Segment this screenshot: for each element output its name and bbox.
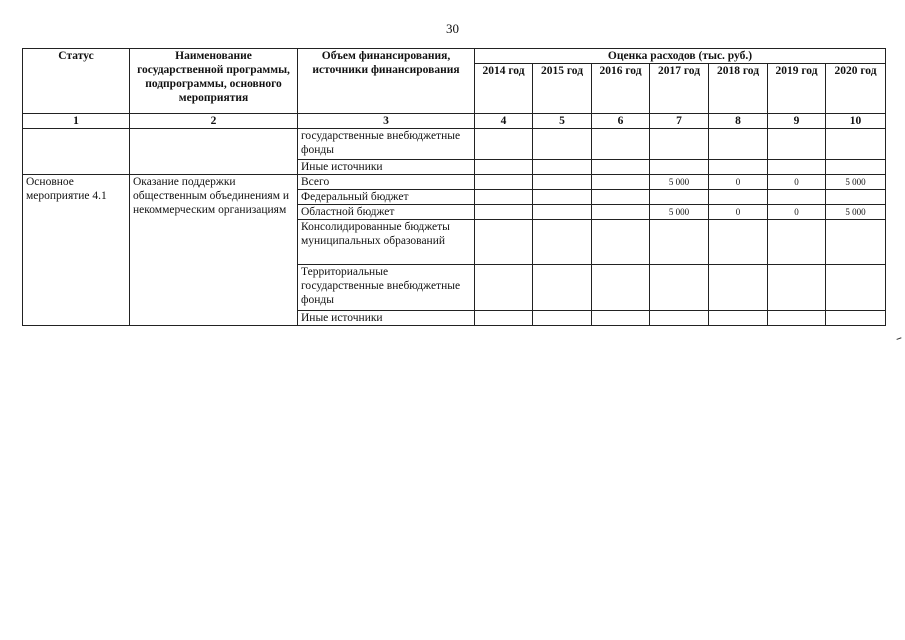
value-cell [475, 205, 533, 220]
column-number: 3 [298, 114, 475, 129]
source-cell: Областной бюджет [298, 205, 475, 220]
value-cell: 5 000 [826, 205, 886, 220]
table-body [23, 129, 886, 326]
value-cell [592, 190, 650, 205]
value-cell [768, 190, 826, 205]
value-cell [826, 265, 886, 311]
header-year: 2018 год [709, 64, 768, 114]
header-status: Статус [23, 49, 130, 114]
table-row [23, 129, 886, 160]
column-number-row [23, 114, 886, 129]
value-cell [709, 220, 768, 265]
financing-table [22, 48, 886, 326]
value-cell [709, 265, 768, 311]
column-number: 9 [768, 114, 826, 129]
source-cell: Федеральный бюджет [298, 190, 475, 205]
source-cell: Территориальные государственные внебюджетные фонды [298, 265, 475, 311]
value-cell [650, 311, 709, 326]
scan-mark [896, 337, 902, 342]
source-cell: Консолидированные бюджеты муниципальных образований [298, 220, 475, 265]
value-cell [826, 190, 886, 205]
value-cell [533, 205, 592, 220]
column-number: 1 [23, 114, 130, 129]
value-cell: 0 [768, 205, 826, 220]
value-cell [768, 220, 826, 265]
value-cell: 5 000 [650, 175, 709, 190]
table-row [23, 175, 886, 190]
header-year: 2020 год [826, 64, 886, 114]
value-cell [533, 190, 592, 205]
value-cell [475, 265, 533, 311]
column-number: 8 [709, 114, 768, 129]
table-header [23, 49, 886, 129]
header-year: 2016 год [592, 64, 650, 114]
header-year: 2019 год [768, 64, 826, 114]
source-cell: Всего [298, 175, 475, 190]
value-cell [592, 311, 650, 326]
header-year: 2017 год [650, 64, 709, 114]
column-number: 5 [533, 114, 592, 129]
column-number: 4 [475, 114, 533, 129]
status-cell-empty [23, 129, 130, 175]
header-program-name: Наименование государственной программы, подпрограммы, основного мероприятия [130, 49, 298, 114]
header-estimate: Оценка расходов (тыс. руб.) [475, 49, 886, 64]
value-cell [709, 190, 768, 205]
header-year: 2015 год [533, 64, 592, 114]
value-cell [592, 220, 650, 265]
value-cell [826, 220, 886, 265]
column-number: 6 [592, 114, 650, 129]
value-cell: 5 000 [826, 175, 886, 190]
header-financing: Объем финансирования, источники финансирования [298, 49, 475, 114]
value-cell [592, 175, 650, 190]
column-number: 7 [650, 114, 709, 129]
activity-name: Оказание поддержки общественным объединениям и некоммерческим организациям [130, 175, 298, 326]
value-cell [533, 175, 592, 190]
value-cell [650, 220, 709, 265]
page-number: 30 [446, 21, 459, 36]
value-cell: 0 [768, 175, 826, 190]
value-cell [533, 220, 592, 265]
value-cell: 0 [709, 175, 768, 190]
column-number: 10 [826, 114, 886, 129]
value-cell [533, 265, 592, 311]
value-cell [475, 220, 533, 265]
value-cell: 0 [709, 205, 768, 220]
name-cell-empty [130, 129, 298, 175]
value-cell [592, 205, 650, 220]
value-cell [768, 265, 826, 311]
value-cell [709, 311, 768, 326]
value-cell [533, 311, 592, 326]
value-cell [592, 265, 650, 311]
value-cell [475, 190, 533, 205]
source-cell: Иные источники [298, 160, 475, 175]
source-cell: государственные внебюджетные фонды [298, 129, 475, 160]
value-cell [475, 175, 533, 190]
source-cell: Иные источники [298, 311, 475, 326]
value-cell [826, 311, 886, 326]
value-cell: 5 000 [650, 205, 709, 220]
header-year: 2014 год [475, 64, 533, 114]
value-cell [475, 311, 533, 326]
value-cell [650, 265, 709, 311]
value-cell [650, 190, 709, 205]
value-cell [768, 311, 826, 326]
activity-status: Основное мероприятие 4.1 [23, 175, 130, 326]
column-number: 2 [130, 114, 298, 129]
